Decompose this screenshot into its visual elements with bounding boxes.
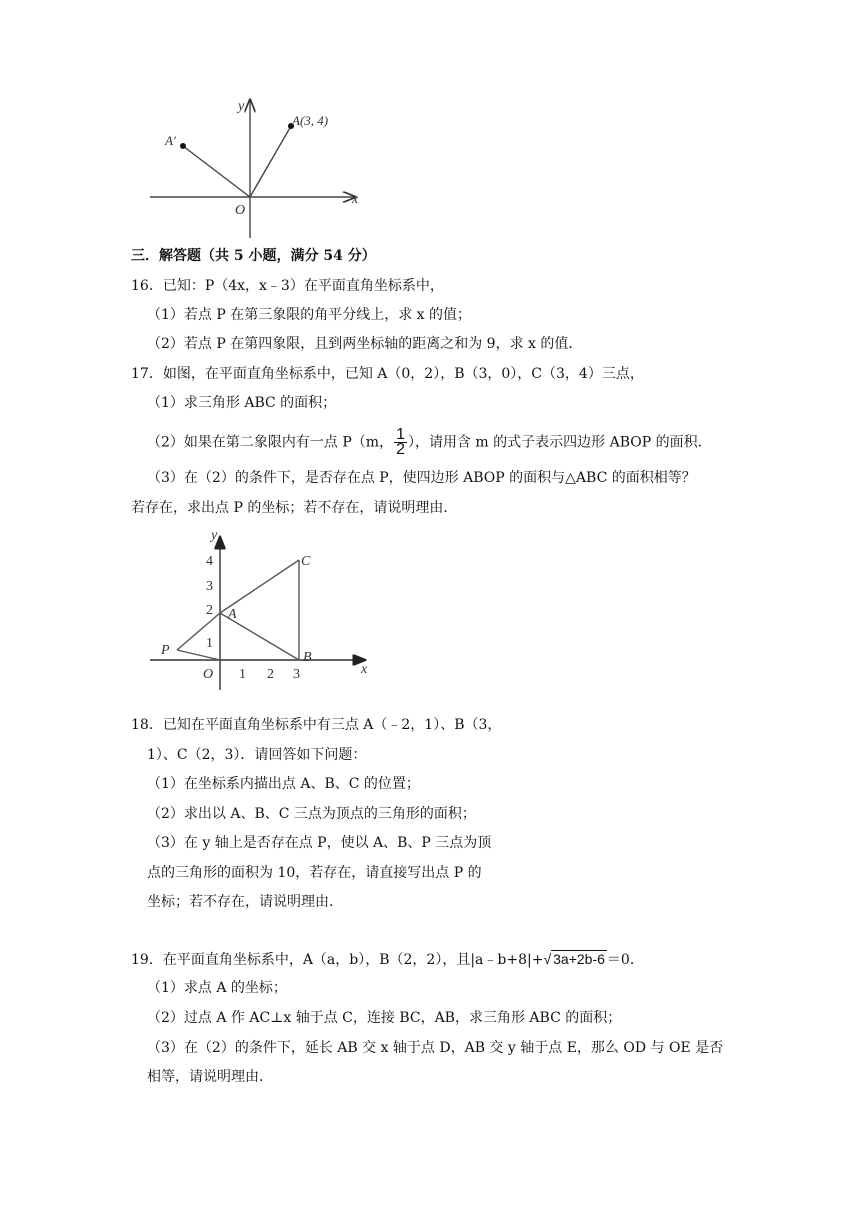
segment-ac [220, 560, 299, 613]
fraction-numerator: 1 [396, 426, 405, 443]
y-tick-4: 4 [206, 554, 213, 569]
segment-pa [177, 613, 220, 650]
q18-part3-line3: 坐标；若不存在，请说明理由． [147, 894, 343, 910]
origin-label: O [235, 203, 246, 218]
q19-part3-line1: （3）在（2）的条件下，延长 AB 交 x 轴于点 D，AB 交 y 轴于点 E，那么 OD 与 OE 是否 [147, 1040, 724, 1056]
q18-part3-line1: （3）在 y 轴上是否存在点 P，使以 A、B、P 三点为顶 [147, 835, 492, 851]
q16-stem: 16．已知：P（4x，x﹣3）在平面直角坐标系中， [131, 278, 444, 294]
y-axis-label: y [211, 528, 218, 543]
q17-part2 [147, 428, 712, 457]
radicand: 3a+2b-6 [553, 951, 605, 967]
y-axis-label: y [238, 99, 245, 114]
point-b-label: B [303, 650, 312, 665]
q17-part3-line2: 若存在，求出点 P 的坐标；若不存在，请说明理由． [131, 500, 458, 516]
section-title: 三．解答题（共 5 小题，满分 54 分） [131, 248, 376, 264]
segment-po [177, 650, 220, 660]
q18-line2: 1）、C（2，3）．请回答如下问题： [147, 747, 367, 763]
q19-part1: （1）求点 A 的坐标； [147, 980, 287, 996]
figure-reflection-diagram [140, 90, 380, 240]
q17-stem: 17．如图，在平面直角坐标系中，已知 A（0，2），B（3，0），C（3，4）三点， [131, 366, 644, 382]
q19-stem [131, 949, 644, 970]
fraction-denominator: 2 [396, 441, 405, 458]
q16-part1: （1）若点 P 在第三象限的角平分线上，求 x 的值； [147, 307, 472, 323]
x-tick-2: 2 [267, 667, 274, 682]
y-tick-2: 2 [206, 603, 213, 618]
point-a-prime [180, 143, 186, 149]
point-p-label: P [161, 643, 170, 658]
q16-part2: （2）若点 P 在第四象限，且到两坐标轴的距离之和为 9，求 x 的值． [147, 336, 583, 352]
q17-part2-before: （2）如果在第二象限内有一点 P（m， [147, 434, 394, 451]
q19-part3-line2: 相等，请说明理由． [147, 1069, 273, 1085]
figure-triangle-abc-diagram [140, 525, 380, 695]
segment-oa [250, 126, 291, 197]
point-a-prime-label: A′ [165, 133, 176, 148]
point-c-label: C [301, 554, 311, 569]
q19-stem-after: ＝0． [606, 952, 644, 968]
fraction-one-half [394, 428, 407, 457]
x-axis-label: x [361, 662, 368, 677]
y-tick-1: 1 [206, 636, 213, 651]
x-tick-1: 1 [239, 667, 246, 682]
square-root-expression: √ 3a+2b-6 [543, 951, 605, 967]
point-a-label: A(3, 4) [292, 113, 329, 128]
q17-part3-line1: （3）在（2）的条件下，是否存在点 P，使四边形 ABOP 的面积与△ABC 的面积相等？ [147, 470, 696, 486]
q18-part1: （1）在坐标系内描出点 A、B、C 的位置； [147, 776, 420, 792]
origin-label: O [203, 667, 214, 682]
y-tick-3: 3 [206, 579, 213, 594]
q18-part3-line2: 点的三角形的面积为 10，若存在，请直接写出点 P 的 [147, 865, 482, 881]
q17-part2-after: ），请用含 m 的式子表示四边形 ABOP 的面积． [407, 434, 712, 451]
point-a-label: A [228, 607, 237, 622]
q19-stem-before: 19．在平面直角坐标系中，A（a，b），B（2，2），且|a﹣b+8|+ [131, 952, 544, 968]
segment-oa-prime [183, 146, 250, 197]
q18-line1: 18．已知在平面直角坐标系中有三点 A（﹣2，1）、B（3， [131, 717, 502, 733]
q19-part2: （2）过点 A 作 AC⊥x 轴于点 C，连接 BC，AB，求三角形 ABC 的面积； [147, 1010, 622, 1026]
q17-part1: （1）求三角形 ABC 的面积； [147, 395, 337, 411]
x-tick-3: 3 [293, 667, 300, 682]
x-axis-label: x [352, 192, 359, 207]
q18-part2: （2）求出以 A、B、C 三点为顶点的三角形的面积； [147, 806, 476, 822]
